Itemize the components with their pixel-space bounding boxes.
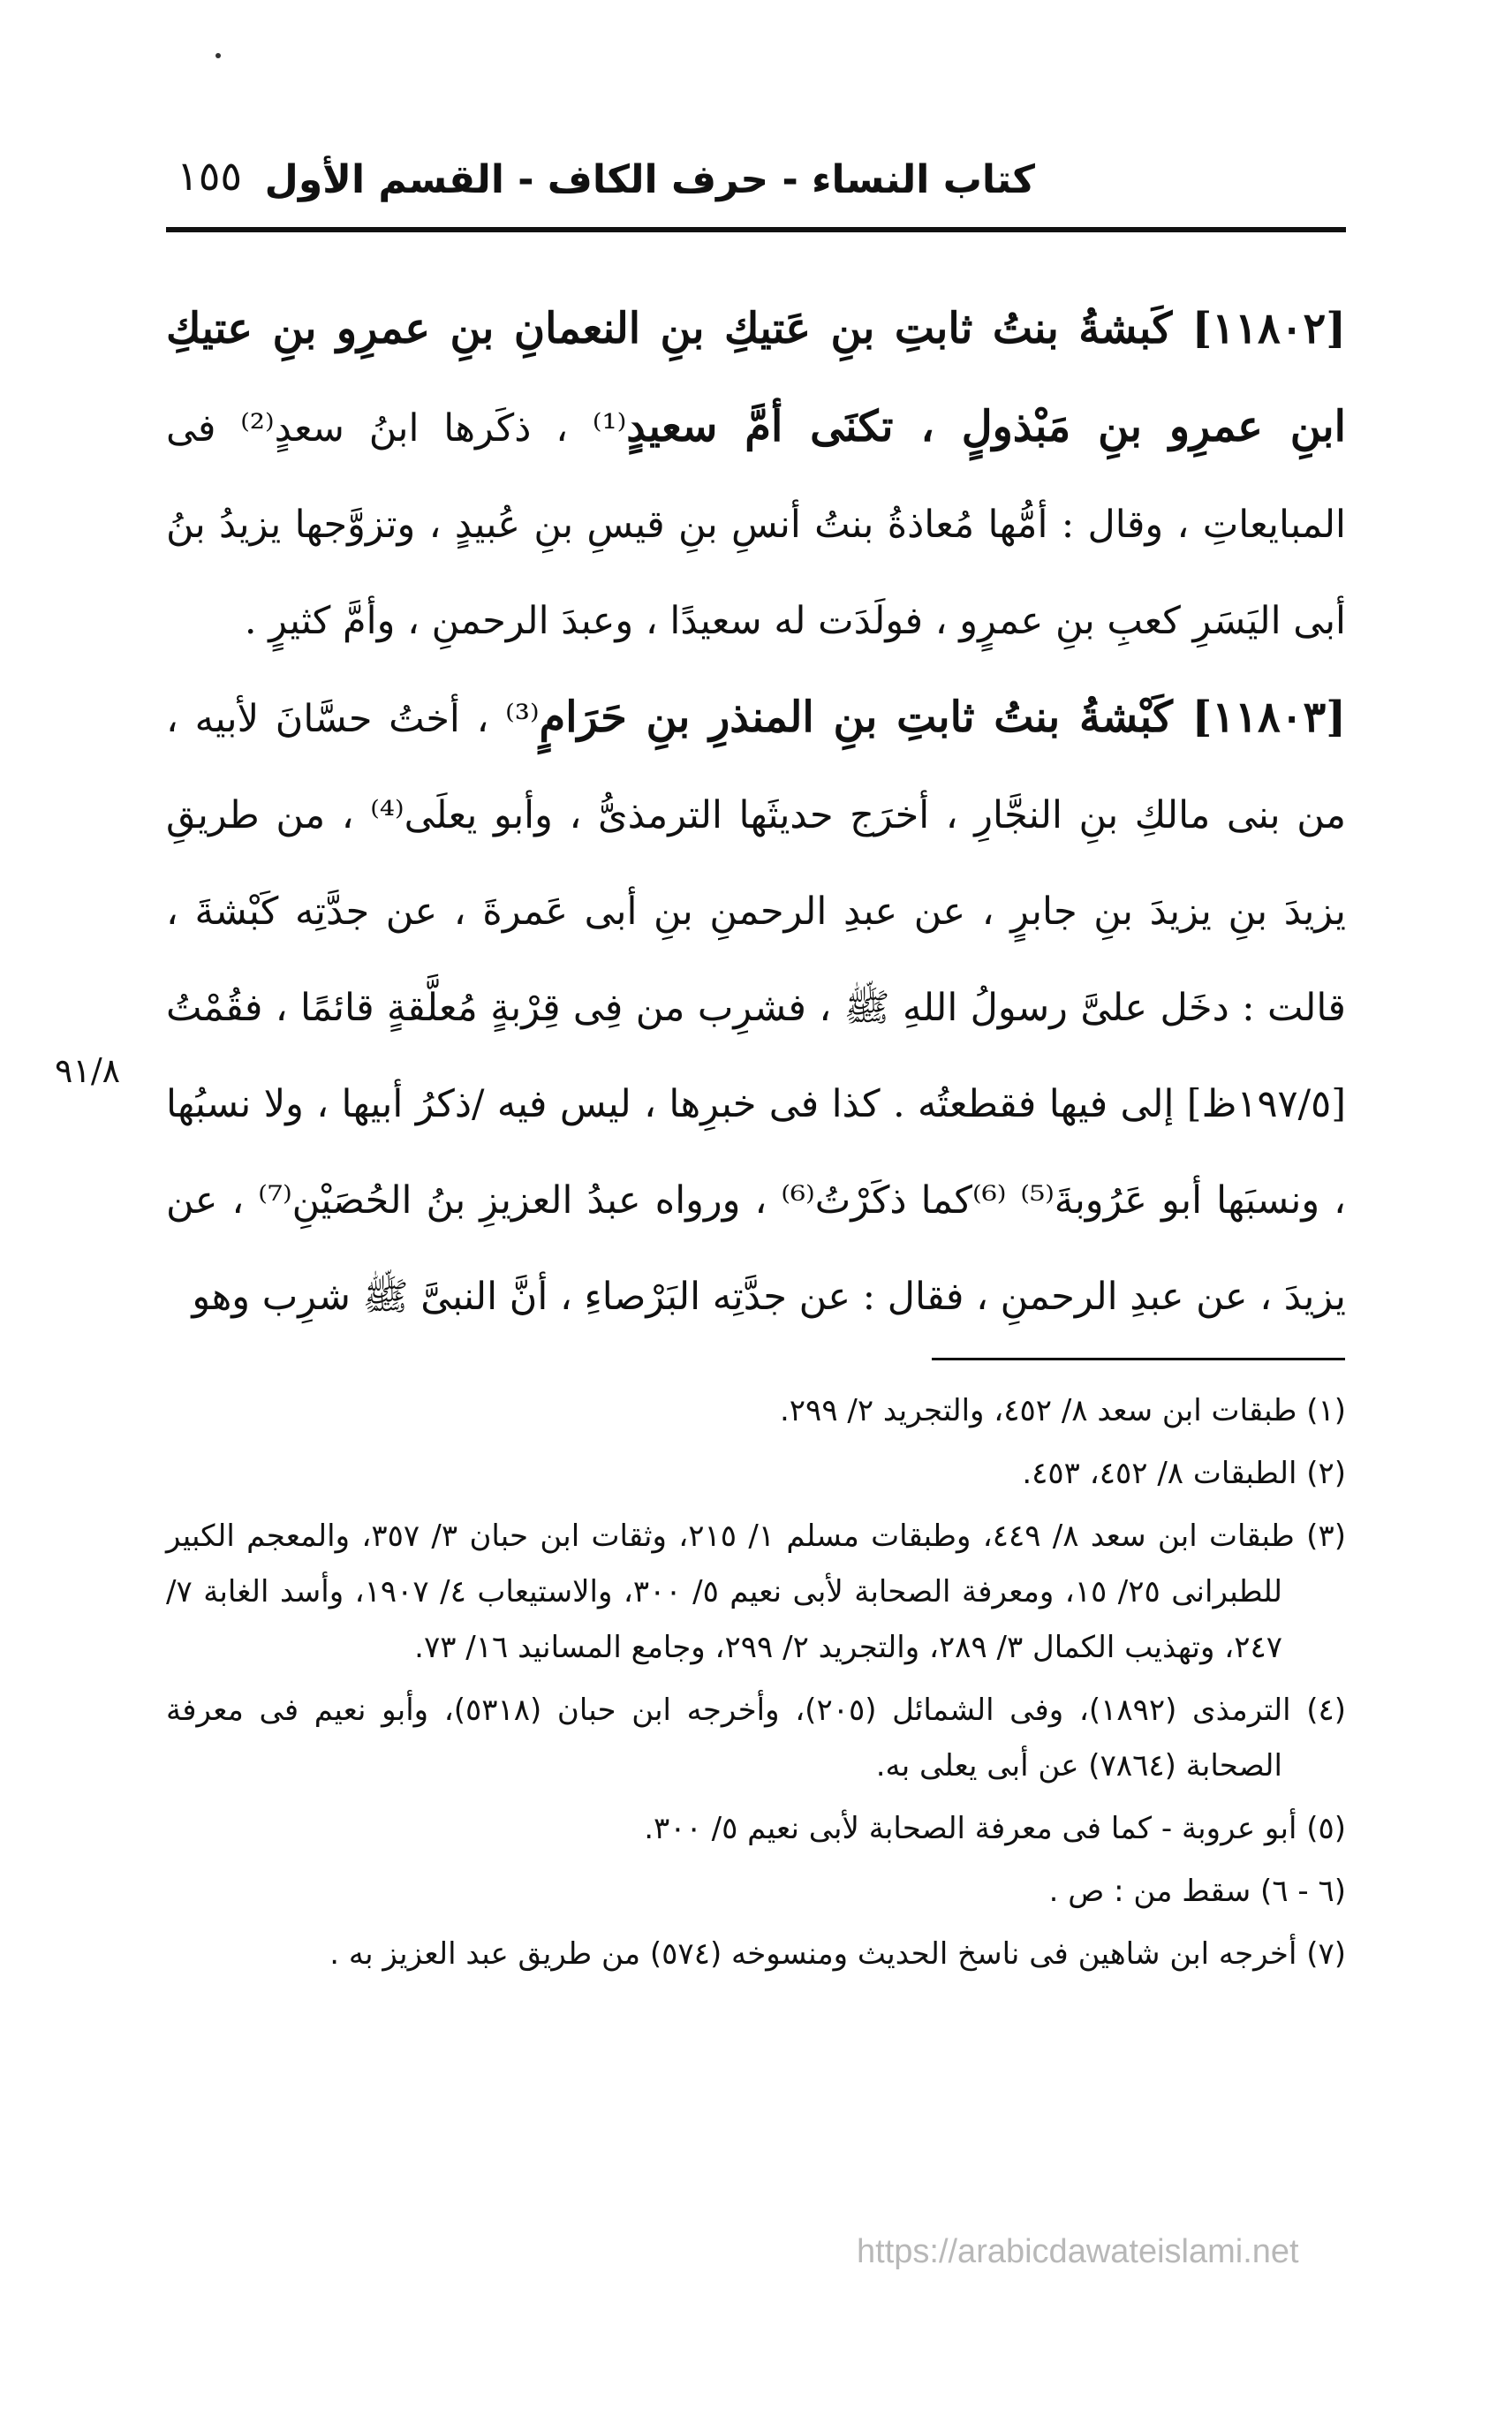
footnote: (٣) طبقات ابن سعد ٨/ ٤٤٩، وطبقات مسلم ١/ ٢١٥، وثقات ابن حبان ٣/ ٣٥٧، والمعجم الكبير للطبرانى ٢٥/ ١٥، ومعرفة الصحابة لأبى نعيم ٥/ ٣٠٠، والاستيعاب ٤/ ١٩٠٧، وأسد الغابة ٧/ ٢٤٧، وتهذيب الكمال ٣/ ٢٨٩، والتجريد ٢/ ٢٩٩، وجامع المسانيد ١٦/ ٧٣. — [166, 1519, 1346, 1665]
entry-heading: [١١٨٠٢] كَبشةُ بنتُ ثابتِ بنِ عَتيكِ بنِ النعمانِ بنِ عمرِو بنِ عتيكِ ابنِ عمرِو بنِ مَبْذولٍ ، تكنَى أمَّ سعيدٍ — [166, 304, 1346, 451]
footnote: (٦ - ٦) سقط من : ص . — [1048, 1874, 1346, 1909]
footnote: (٧) أخرجه ابن شاهين فى ناسخ الحديث ومنسوخه (٥٧٤) من طريق عبد العزيز به . — [329, 1936, 1346, 1972]
entry-11802 — [166, 281, 1346, 670]
ink-dot — [215, 53, 221, 58]
footnote: (٥) أبو عروبة - كما فى معرفة الصحابة لأبى نعيم ٥/ ٣٠٠. — [644, 1811, 1346, 1846]
footnote: (٤) الترمذى (١٨٩٢)، وفى الشمائل (٢٠٥)، وأخرجه ابن حبان (٥٣١٨)، وأبو نعيم فى معرفة الصحابة (٧٨٦٤) عن أبى يعلى به. — [166, 1693, 1347, 1784]
watermark-url: https://arabicdawateislami.net — [857, 2233, 1299, 2270]
entry-heading: [١١٨٠٣] كَبْشةُ بنتُ ثابتِ بنِ المنذرِ بنِ حَرَامٍ — [539, 693, 1346, 742]
running-header-title: كتاب النساء - حرف الكاف - القسم الأول — [264, 157, 1035, 202]
footnote-divider — [932, 1358, 1345, 1360]
footnotes — [166, 1383, 1346, 1989]
entry-11803 — [166, 670, 1346, 1345]
entry-body: ⁽¹⁾ ، ذكَرها ابنُ سعدٍ⁽²⁾ فى المبايعاتِ ، وقال : أمُّها مُعاذةُ بنتُ أنسِ بنِ قيسِ بنِ عُبيدٍ ، وتزوَّجها يزيدُ بنُ أبى اليَسَرِ كعبِ بنِ عمرٍو ، فولَدَت له سعيدًا ، وعبدَ الرحمنِ ، وأمَّ كثيرٍ . — [166, 406, 1346, 643]
footnote: (١) طبقات ابن سعد ٨/ ٤٥٢، والتجريد ٢/ ٢٩٩. — [779, 1393, 1346, 1428]
main-text — [166, 281, 1346, 1345]
entry-body: ⁽³⁾ ، أختُ حسَّانَ لأبيه ، من بنى مالكِ بنِ النجَّارِ ، أخرَج حديثَها الترمذىُّ ، وأبو يعلَى⁽⁴⁾ ، من طريقِ يزيدَ بنِ يزيدَ بنِ جابرٍ ، عن عبدِ الرحمنِ بنِ أبى عَمرةَ ، عن جدَّتِه كَبْشةَ ، قالت : دخَل علىَّ رسولُ اللهِ ﷺ ، فشرِب من فِى قِرْبةٍ مُعلَّقةٍ قائمًا ، فقُمْتُ [١٩٧/٥ظ] إلى فيها فقطعتُه . كذا فى خبرِها ، ليس فيه /ذكرُ أبيها ، ولا نسبُها ، ونسبَها أبو عَرُوبةَ⁽⁵⁾ ⁽⁶⁾كما ذكَرْتُ⁽⁶⁾ ، ورواه عبدُ العزيزِ بنُ الحُصَيْنِ⁽⁷⁾ ، عن يزيدَ ، عن عبدِ الرحمنِ ، فقال : عن جدَّتِه البَرْصاءِ ، أنَّ النبىَّ ﷺ شرِب وهو — [166, 697, 1346, 1319]
page-number: ١٥٥ — [177, 152, 243, 200]
marginal-reference: ٩١/٨ — [55, 1051, 121, 1090]
header-divider — [166, 227, 1346, 232]
footnote: (٢) الطبقات ٨/ ٤٥٢، ٤٥٣. — [1022, 1456, 1346, 1491]
